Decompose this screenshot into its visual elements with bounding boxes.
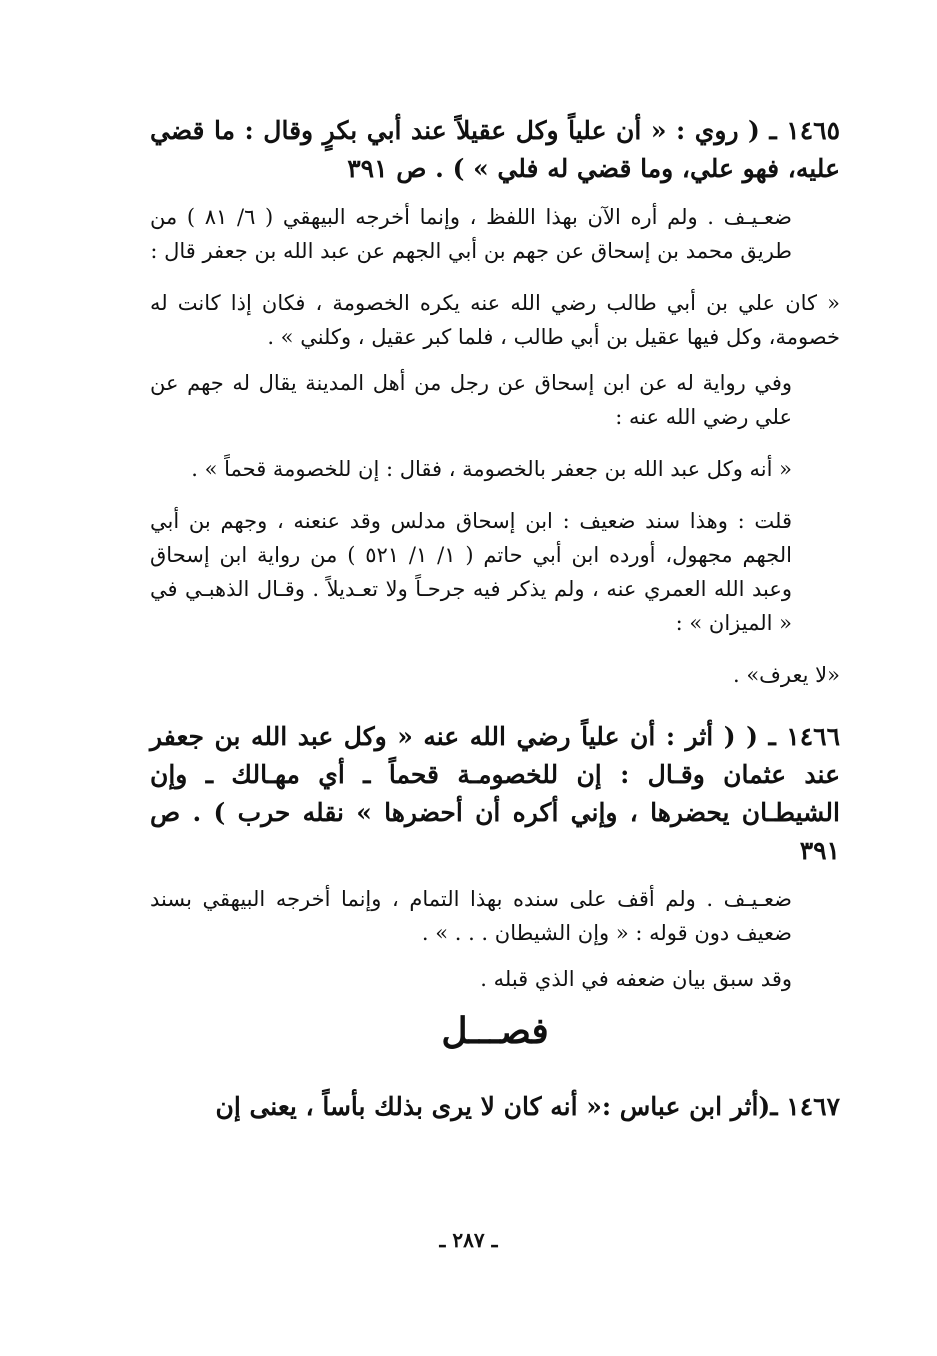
quote-abdullah: « أنه وكل عبد الله بن جعفر بالخصومة ، فقال : إن للخصومة قحماً » . bbox=[191, 457, 792, 481]
another-narration: وفي رواية له عن ابن إسحاق عن رجل من أهل المدينة يقال له جهم عن علي رضي الله عنه : bbox=[150, 371, 792, 429]
commentary-previous: وقد سبق بيان ضعفه في الذي قبله . bbox=[480, 967, 792, 991]
commentary-isnad: قلت : وهذا سند ضعيف : ابن إسحاق مدلس وقد عنعنه ، وجهم بن أبي الجهم مجهول، أورده ابن أبي حاتم ( ١/ ١/ ٥٢١ ) من رواية ابن إسحاق وعبد الله العمري عنه ، ولم يذكر فيه جرحـاً ولا تعـديلاً . وقـال الذهبـي في « الميزان » : bbox=[150, 509, 792, 635]
quote-la-yuraf: «لا يعرف» . bbox=[732, 663, 840, 687]
page-number: ـ ٢٨٧ ـ bbox=[439, 1228, 498, 1252]
section-heading-text: فصـــل bbox=[441, 1010, 549, 1052]
commentary-weak: ضعـيـف . ولم أره الآن بهذا اللفظ ، وإنما أخرجه البيهقي ( ٦/ ٨١ ) من طريق محمد بن إسحاق عن جهم بن أبي الجهم عن عبد الله بن جعفر قال : bbox=[150, 205, 792, 263]
hadith-1467: ١٤٦٧ ـ(أثر ابن عباس :« أنه كان لا يرى بذلك بأساً ، يعنى إن bbox=[215, 1092, 840, 1121]
quote-ali-khusuma: « كان علي بن أبي طالب رضي الله عنه يكره الخصومة ، فكان إذا كانت له خصومة، وكل فيها عقيل بن أبي طالب ، فلما كبر عقيل ، وكلني » . bbox=[150, 291, 840, 349]
commentary-weak-2: ضعـيـف . ولم أقف على سنده بهذا التمام ، وإنما أخرجه البيهقي بسند ضعيف دون قوله : « وإن الشيطان . . . » . bbox=[150, 887, 792, 945]
hadith-1466: ١٤٦٦ ـ ( ( أثر : أن علياً رضي الله عنه « وكل عبد الله بن جعفر عند عثمان وقـال : إن للخصومـة قحماً ـ أي مهـالك ـ وإن الشيطـان يحضرها ، وإني أكره أن أحضرها » نقله حرب ) . ص ٣٩١ bbox=[150, 722, 840, 865]
hadith-1465: ١٤٦٥ ـ ( روي : « أن علياً وكل عقيلاً عند أبي بكرٍ وقال : ما قضي عليه، فهو علي، وما قضي له فلي » ) . ص ٣٩١ bbox=[150, 116, 840, 183]
section-heading bbox=[150, 1010, 840, 1070]
page-body bbox=[150, 112, 840, 1126]
